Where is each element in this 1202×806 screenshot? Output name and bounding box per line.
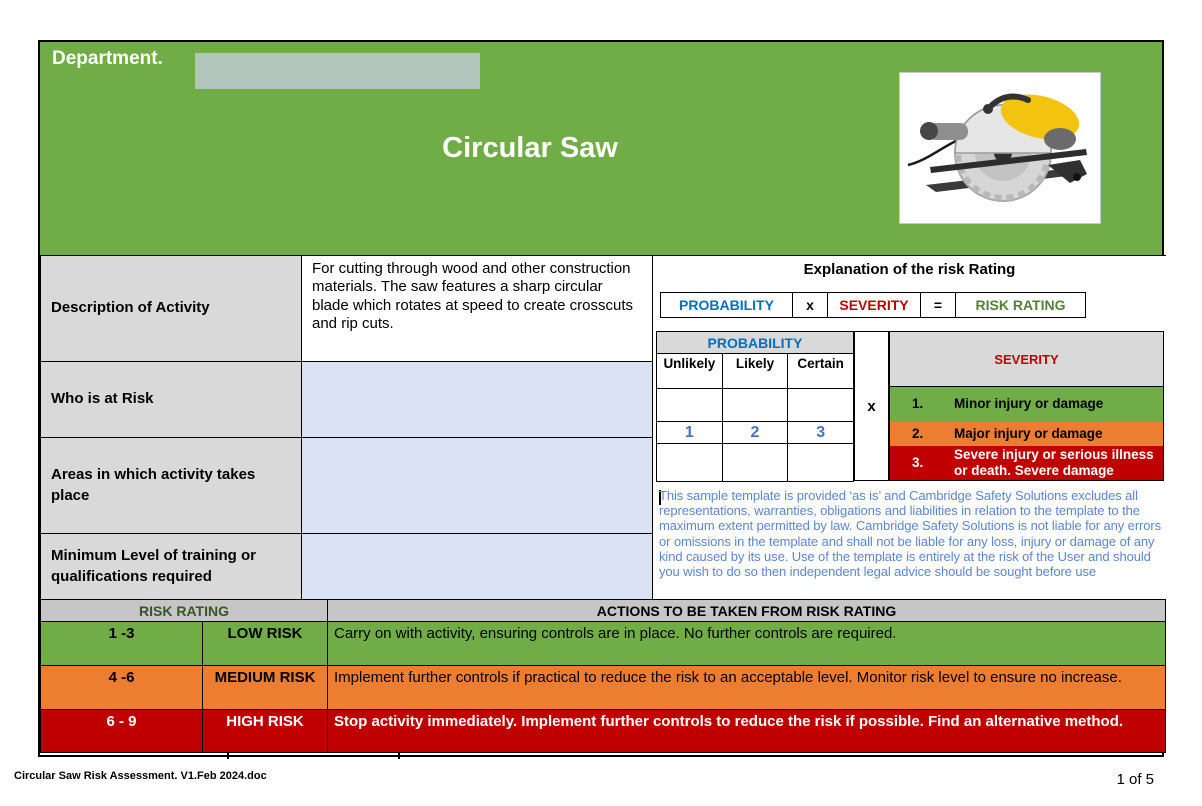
- severity-level-major: [890, 422, 1163, 446]
- explanation-title: Explanation of the risk Rating: [803, 261, 1016, 278]
- severity-level-text: Minor injury or damage: [954, 396, 1104, 412]
- risk-level: LOW RISK: [203, 622, 328, 666]
- risk-range: 1 -3: [41, 622, 203, 666]
- risk-action: Stop activity immediately. Implement further controls to reduce the risk if possible. Find an alternative method.: [328, 710, 1166, 753]
- risk-assessment-document: [38, 40, 1164, 757]
- risk-action: Implement further controls if practical to reduce the risk to an acceptable level. Monitor risk level to ensure no increase.: [328, 666, 1166, 710]
- risk-rating-explanation-panel: [652, 255, 1166, 599]
- risk-rating-header: RISK RATING: [41, 600, 328, 622]
- risk-range: 4 -6: [41, 666, 203, 710]
- severity-level-severe: [890, 446, 1163, 480]
- probability-level-likely: Likely: [722, 354, 788, 389]
- formula-severity: SEVERITY: [828, 293, 921, 318]
- formula-probability: PROBABILITY: [661, 293, 793, 318]
- risk-actions-table: [40, 599, 1166, 753]
- severity-level-text: Major injury or damage: [954, 425, 1103, 441]
- risk-level: MEDIUM RISK: [203, 666, 328, 710]
- formula-multiply-sign: x: [793, 293, 828, 318]
- probability-empty-cell: [722, 389, 788, 422]
- department-label: Department.: [52, 48, 163, 69]
- department-input-field[interactable]: [195, 53, 480, 89]
- document-header: [40, 42, 1162, 255]
- table-row: [41, 256, 653, 362]
- probability-value-1: 1: [657, 422, 723, 444]
- multiply-cell: x: [854, 331, 889, 481]
- disclaimer-text: This sample template is provided ‘as is’ and Cambridge Safety Solutions excludes all representations, warranties, obligations and liabilities in relation to the template to the maximum extent permitted by law. Cambridge Safety Solutions is not liable for any errors or omissions in the template and shall not be liable for any loss, injury or damage of any kind caused by its use. Use of the template is entirely at the risk of the User and should you wish to do so then independent legal advice should be sought before use: [659, 488, 1162, 580]
- severity-header: SEVERITY: [890, 332, 1163, 387]
- probability-empty-cell: [657, 444, 723, 482]
- severity-level-number: 2.: [912, 425, 924, 441]
- minimum-training-field[interactable]: [302, 534, 653, 600]
- circular-saw-photo: [899, 72, 1101, 224]
- actions-header-row: [41, 600, 1166, 622]
- who-is-at-risk-label: Who is at Risk: [41, 362, 302, 438]
- probability-empty-cell: [657, 389, 723, 422]
- probability-level-certain: Certain: [788, 354, 854, 389]
- areas-of-activity-label: Areas in which activity takes place: [41, 438, 302, 534]
- probability-value-2: 2: [722, 422, 788, 444]
- actions-header: ACTIONS TO BE TAKEN FROM RISK RATING: [328, 600, 1166, 622]
- table-row: [41, 362, 653, 438]
- footer-page-number: 1 of 5: [1116, 771, 1154, 788]
- description-of-activity-label: Description of Activity: [41, 256, 302, 362]
- probability-table: [656, 331, 854, 482]
- risk-level: HIGH RISK: [203, 710, 328, 753]
- minimum-training-label: Minimum Level of training or qualifications required: [41, 534, 302, 600]
- probability-value-3: 3: [788, 422, 854, 444]
- risk-range: 6 - 9: [41, 710, 203, 753]
- severity-level-number: 3.: [912, 454, 924, 470]
- risk-formula-strip: [660, 292, 1086, 318]
- formula-equals-sign: =: [921, 293, 956, 318]
- high-risk-row: [41, 710, 1166, 753]
- probability-header: PROBABILITY: [657, 332, 854, 354]
- page-title: Circular Saw: [442, 132, 618, 164]
- probability-level-unlikely: Unlikely: [657, 354, 723, 389]
- risk-action: Carry on with activity, ensuring controls are in place. No further controls are required.: [328, 622, 1166, 666]
- severity-level-text: Severe injury or serious illness or death. Severe damage: [954, 446, 1154, 478]
- table-row: [41, 534, 653, 600]
- medium-risk-row: [41, 666, 1166, 710]
- table-divider: [227, 752, 229, 759]
- description-of-activity-value: For cutting through wood and other construction materials. The saw features a sharp circular blade which rotates at speed to create crosscuts and rip cuts.: [302, 256, 653, 362]
- probability-empty-cell: [788, 389, 854, 422]
- severity-level-number: 1.: [912, 396, 924, 412]
- severity-level-minor: [890, 387, 1163, 422]
- circular-saw-illustration: [900, 73, 1100, 223]
- probability-empty-cell: [788, 444, 854, 482]
- low-risk-row: [41, 622, 1166, 666]
- table-row: [41, 438, 653, 534]
- severity-table: [889, 331, 1164, 481]
- formula-risk-rating: RISK RATING: [956, 293, 1086, 318]
- table-divider: [398, 752, 400, 759]
- activity-info-table: [40, 255, 653, 600]
- who-is-at-risk-field[interactable]: [302, 362, 653, 438]
- probability-empty-cell: [722, 444, 788, 482]
- footer-filename: Circular Saw Risk Assessment. V1.Feb 2024.doc: [14, 770, 267, 782]
- areas-of-activity-field[interactable]: [302, 438, 653, 534]
